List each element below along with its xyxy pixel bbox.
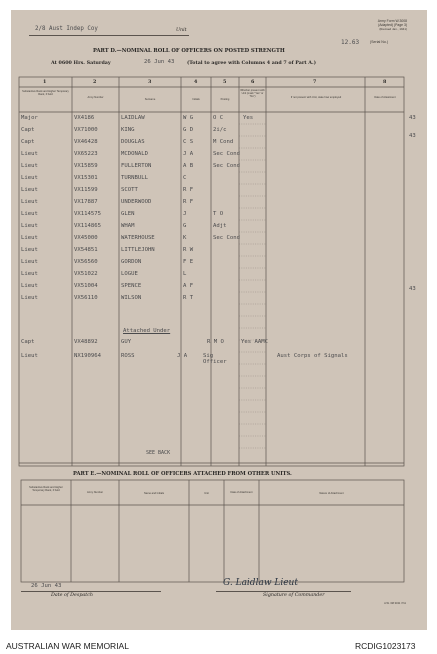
col-number-7: 7: [313, 79, 317, 85]
signature-label: Signature of Commander: [263, 593, 325, 598]
cell-rank: Lieut: [21, 283, 38, 289]
cell-number: VX71000: [74, 127, 98, 133]
cell-rank: Lieut: [21, 353, 38, 359]
serial-label: (Serial No.): [369, 40, 389, 44]
part-d-title: PART D.—NOMINAL ROLL OF OFFICERS ON POSTED STRENGTH: [93, 48, 285, 54]
cell-number: VX56110: [74, 295, 98, 301]
cell-posting: O C: [213, 115, 224, 121]
signature-underline: [216, 591, 351, 592]
col-number-1: 1: [43, 79, 47, 85]
attached-heading: Attached Under: [123, 328, 171, 334]
cell-initials: R F: [183, 199, 194, 205]
cell-initials: L: [183, 271, 187, 277]
archive-name: AUSTRALIAN WAR MEMORIAL: [6, 641, 129, 651]
cell-surname: WATERHOUSE: [121, 235, 155, 241]
col-number-2: 2: [93, 79, 97, 85]
cell-initials: G D: [183, 127, 194, 133]
cell-initials: K: [183, 235, 187, 241]
cell-initials: W G: [183, 115, 194, 121]
cell-note: Yes AAMC: [241, 339, 268, 345]
cell-posting: T O: [213, 211, 224, 217]
header-date: 12.63: [341, 39, 360, 46]
e-header-date: Date of Attachment: [230, 491, 253, 494]
cell-surname: FULLERTON: [121, 163, 152, 169]
cell-rank: Major: [21, 115, 38, 121]
col-number-6: 6: [251, 79, 255, 85]
col-header-employment: If not present with Unit, state how employed: [290, 96, 342, 99]
cell-present: Yes: [243, 115, 254, 121]
cell-number: VX15859: [74, 163, 98, 169]
cell-rank: Lieut: [21, 211, 38, 217]
commander-signature: G. Laidlaw Lieut: [223, 578, 298, 588]
cell-number: VX114865: [74, 223, 101, 229]
cell-number: VX17887: [74, 199, 98, 205]
cell-rank: Capt: [21, 127, 35, 133]
cell-surname: GLEN: [121, 211, 135, 217]
cell-surname: UNDERWOOD: [121, 199, 152, 205]
archive-id: RCDIG1023173: [355, 641, 416, 651]
cell-surname: LITTLEJOHN: [121, 247, 155, 253]
cell-initials: A B: [183, 163, 194, 169]
cell-surname: MCDONALD: [121, 151, 148, 157]
cell-surname: WILSON: [121, 295, 142, 301]
part-e-title: PART E.—NOMINAL ROLL OF OFFICERS ATTACHED FROM OTHER UNITS.: [73, 471, 292, 477]
print-code: A.W. 3M 3431 7/11: [384, 602, 406, 605]
see-back-note: SEE BACK: [146, 450, 171, 456]
cell-initials: A F: [183, 283, 194, 289]
cell-number: VX65223: [74, 151, 98, 157]
cell-rank: Lieut: [21, 151, 38, 157]
cell-initials: J A: [183, 151, 194, 157]
at-line-date: 26 Jun 43: [144, 59, 175, 65]
col-number-3: 3: [148, 79, 152, 85]
cell-surname: WHAM: [121, 223, 135, 229]
col-number-5: 5: [223, 79, 227, 85]
cell-number: VX45000: [74, 235, 98, 241]
col-header-army-number: Army Number: [87, 96, 104, 99]
cell-initials: F E: [183, 259, 194, 265]
cell-number: VX56560: [74, 259, 98, 265]
cell-surname: SCOTT: [121, 187, 138, 193]
col-header-attestment: Date of Attestment: [374, 96, 396, 99]
cell-number: VX46428: [74, 139, 98, 145]
cell-posting: Adjt: [213, 223, 227, 229]
e-header-rank: Substantive Rank and Higher Temporary Rank, if held: [29, 486, 63, 492]
e-header-army-number: Army Number: [87, 491, 103, 494]
cell-surname: LAIDLAW: [121, 115, 145, 121]
cell-number: VX51022: [74, 271, 98, 277]
cell-initials: C S: [183, 139, 194, 145]
cell-number: VX48892: [74, 339, 98, 345]
cell-number: VX114575: [74, 211, 101, 217]
cell-number: VX11599: [74, 187, 98, 193]
cell-initials: J A: [177, 353, 188, 359]
col-header-initials: Initials: [192, 98, 200, 101]
cell-rank: Lieut: [21, 235, 38, 241]
cell-number: VX4186: [74, 115, 95, 121]
part-e-grid: [11, 10, 427, 630]
cell-number: VX15301: [74, 175, 98, 181]
col-header-present: Whether present with Unit (mark "Yes" or "No"): [240, 89, 265, 98]
cell-posting: Sec Cond: [213, 163, 240, 169]
cell-number: NX190964: [74, 353, 101, 359]
form-id-2: (Adapted) (Page 3): [378, 23, 407, 27]
despatch-underline: [21, 591, 161, 592]
form-id-1: Army Form W.3008: [377, 19, 407, 23]
cell-number: VX54851: [74, 247, 98, 253]
cell-surname: SPENCE: [121, 283, 142, 289]
margin-number: 43: [409, 115, 416, 121]
e-header-name: Name and Initials: [143, 492, 165, 495]
margin-number: 43: [409, 133, 416, 139]
col-header-posting: Posting: [220, 98, 230, 101]
e-header-nature: Nature of Attachment: [319, 492, 344, 495]
cell-surname: ROSS: [121, 353, 135, 359]
unit-label: Unit: [176, 28, 187, 33]
unit-text: 2/8 Aust Indep Coy: [35, 26, 98, 32]
cell-number: VX51004: [74, 283, 98, 289]
cell-initials: R W: [183, 247, 194, 253]
cell-initials: R F: [183, 187, 194, 193]
despatch-label: Date of Despatch: [51, 593, 93, 598]
cell-initials: R T: [183, 295, 194, 301]
at-line-prefix: At 0600 Hrs. Saturday: [51, 60, 111, 66]
cell-initials: G: [183, 223, 187, 229]
archive-footer: [0, 639, 437, 654]
at-line-suffix: (Total to agree with Columns 4 and 7 of Part A.): [187, 60, 316, 66]
cell-posting: Sig Officer: [203, 353, 227, 365]
cell-posting: Sec Cond: [213, 235, 240, 241]
cell-rank: Capt: [21, 339, 35, 345]
col-header-rank: Substantive Rank and Higher Temporary Rank, if held: [22, 90, 69, 96]
cell-posting: Sec Cond: [213, 151, 240, 157]
cell-surname: DOUGLAS: [121, 139, 145, 145]
e-header-unit: Unit: [204, 492, 209, 495]
col-number-8: 8: [383, 79, 387, 85]
cell-initials: J: [183, 211, 187, 217]
form-id-3: (Revised Jan., 1941): [379, 27, 407, 31]
cell-rank: Lieut: [21, 259, 38, 265]
cell-surname: LOGUE: [121, 271, 138, 277]
cell-rank: Lieut: [21, 163, 38, 169]
cell-rank: Lieut: [21, 199, 38, 205]
cell-rank: Lieut: [21, 295, 38, 301]
cell-rank: Lieut: [21, 247, 38, 253]
form-sheet: [11, 10, 427, 630]
cell-initials: C: [183, 175, 187, 181]
col-number-4: 4: [194, 79, 198, 85]
col-header-surname: Surname: [144, 98, 156, 101]
cell-rank: Lieut: [21, 223, 38, 229]
cell-note: Aust Corps of Signals: [277, 353, 348, 359]
cell-posting: 2i/c: [213, 127, 227, 133]
despatch-date: 26 Jun 43: [31, 583, 62, 589]
margin-number: 43: [409, 286, 416, 292]
cell-rank: Capt: [21, 139, 35, 145]
cell-rank: Lieut: [21, 187, 38, 193]
cell-rank: Lieut: [21, 175, 38, 181]
cell-rank: Lieut: [21, 271, 38, 277]
cell-posting: R M O: [207, 339, 224, 345]
cell-surname: GORDON: [121, 259, 142, 265]
cell-surname: TURNBULL: [121, 175, 148, 181]
cell-surname: GUY: [121, 339, 132, 345]
cell-posting: M Cond: [213, 139, 234, 145]
cell-surname: KING: [121, 127, 135, 133]
